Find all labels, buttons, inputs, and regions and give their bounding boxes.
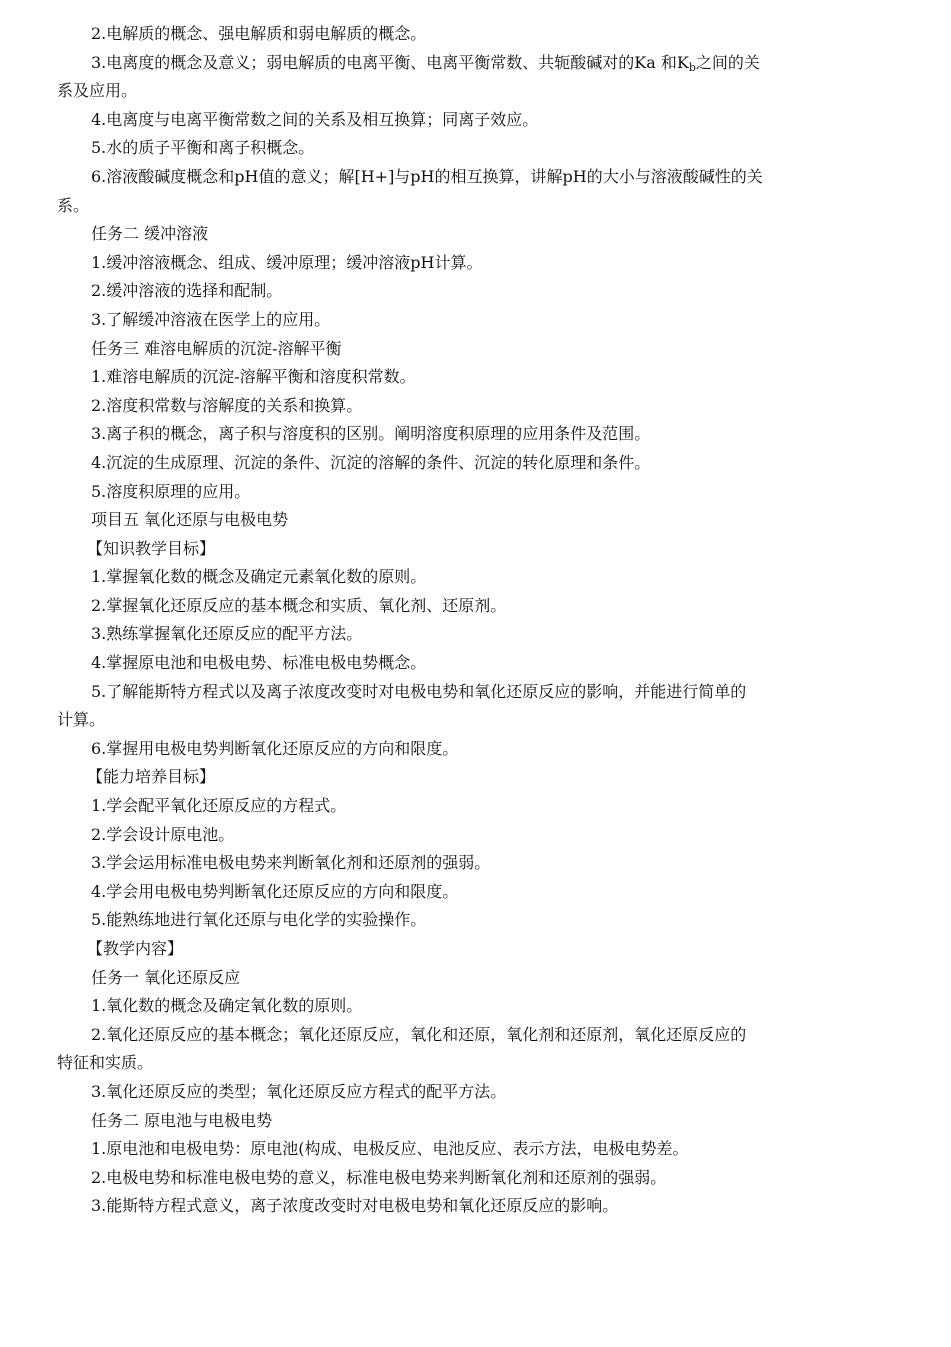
line-text: 6.溶液酸碱度概念和pH值的意义；解[H+]与pH的相互换算，讲解pH的大小与溶液酸碱性的关 [91,166,763,186]
line-text: 2.氧化还原反应的基本概念；氧化还原反应，氧化和还原，氧化剂和还原剂，氧化还原反应的 [91,1024,747,1044]
text-line [0,735,951,764]
line-text: 任务三 难溶电解质的沉淀-溶解平衡 [91,338,342,358]
section-heading [0,335,951,364]
text-line [0,992,951,1021]
line-text: 项目五 氧化还原与电极电势 [91,510,289,530]
line-text: 5.能熟练地进行氧化还原与电化学的实验操作。 [91,910,427,930]
text-line [0,277,951,306]
line-text: 5.水的质子平衡和离子积概念。 [91,138,315,158]
text-line [0,478,951,507]
line-text: 特征和实质。 [57,1053,154,1073]
section-heading [0,506,951,535]
line-text: 2.学会设计原电池。 [91,824,235,844]
line-text-after: 之间的关 [695,52,760,72]
text-line [0,878,951,907]
text-line [0,592,951,621]
document-body [0,20,951,1221]
text-line [0,1135,951,1164]
line-text: 5.了解能斯特方程式以及离子浓度改变时对电极电势和氧化还原反应的影响，并能进行简单的 [91,681,747,701]
text-line [0,1021,951,1050]
line-text: 1.难溶电解质的沉淀-溶解平衡和溶度积常数。 [91,367,416,387]
text-line [0,249,951,278]
text-line [0,77,951,106]
line-text: 任务二 原电池与电极电势 [91,1110,273,1130]
text-line [0,420,951,449]
text-line [0,134,951,163]
text-line [0,49,951,78]
section-heading [0,964,951,993]
text-line [0,792,951,821]
line-text: 【教学内容】 [87,939,184,958]
text-line [0,306,951,335]
text-line [0,20,951,49]
line-text: 【知识教学目标】 [87,538,216,558]
line-text: 1.学会配平氧化还原反应的方程式。 [91,796,347,816]
line-text: 3.电离度的概念及意义；弱电解质的电离平衡、电离平衡常数、共轭酸碱对的Ka 和K [91,52,689,72]
text-line [0,620,951,649]
line-text: 3.离子积的概念，离子积与溶度积的区别。阐明溶度积原理的应用条件及范围。 [91,424,651,444]
line-text: 4.学会用电极电势判断氧化还原反应的方向和限度。 [91,881,459,901]
line-text: 3.能斯特方程式意义，离子浓度改变时对电极电势和氧化还原反应的影响。 [91,1196,619,1216]
text-line [0,706,951,735]
text-line [0,192,951,221]
line-text: 2.电极电势和标准电极电势的意义，标准电极电势来判断氧化剂和还原剂的强弱。 [91,1167,667,1187]
section-heading [0,220,951,249]
line-text: 3.氧化还原反应的类型；氧化还原反应方程式的配平方法。 [91,1081,507,1101]
text-line [0,821,951,850]
subscript-text: b [688,60,696,74]
subsection-heading [0,935,951,964]
text-line [0,363,951,392]
line-text: 2.掌握氧化还原反应的基本概念和实质、氧化剂、还原剂。 [91,595,507,615]
line-text: 任务一 氧化还原反应 [91,967,241,987]
line-text: 1.缓冲溶液概念、组成、缓冲原理；缓冲溶液pH计算。 [91,252,483,272]
line-text: 6.掌握用电极电势判断氧化还原反应的方向和限度。 [91,738,459,758]
text-line [0,1049,951,1078]
line-text: 1.原电池和电极电势：原电池(构成、电极反应、电池反应、表示方法，电极电势差。 [91,1139,689,1159]
line-text: 3.学会运用标准电极电势来判断氧化剂和还原剂的强弱。 [91,853,491,873]
line-text: 5.溶度积原理的应用。 [91,481,251,501]
line-text: 任务二 缓冲溶液 [91,224,209,244]
line-text: 2.电解质的概念、强电解质和弱电解质的概念。 [91,24,427,43]
line-text: 1.氧化数的概念及确定氧化数的原则。 [91,996,363,1016]
text-line [0,449,951,478]
text-line [0,106,951,135]
subsection-heading [0,763,951,792]
text-line [0,906,951,935]
text-line [0,678,951,707]
subsection-heading [0,535,951,564]
section-heading [0,1107,951,1136]
text-line [0,163,951,192]
line-text: 1.掌握氧化数的概念及确定元素氧化数的原则。 [91,567,427,587]
line-text: 2.缓冲溶液的选择和配制。 [91,281,283,301]
line-text: 3.熟练掌握氧化还原反应的配平方法。 [91,624,363,644]
text-line [0,392,951,421]
text-line [0,1078,951,1107]
line-text: 2.溶度积常数与溶解度的关系和换算。 [91,395,363,415]
line-text: 系。 [57,195,90,215]
line-text: 4.沉淀的生成原理、沉淀的条件、沉淀的溶解的条件、沉淀的转化原理和条件。 [91,452,651,472]
line-text: 系及应用。 [57,81,138,101]
line-text: 【能力培养目标】 [87,767,216,787]
text-line [0,1164,951,1193]
line-text: 计算。 [57,710,106,730]
line-text: 3.了解缓冲溶液在医学上的应用。 [91,309,331,329]
text-line [0,649,951,678]
text-line [0,563,951,592]
text-line [0,849,951,878]
text-line [0,1192,951,1221]
line-text: 4.电离度与电离平衡常数之间的关系及相互换算；同离子效应。 [91,109,539,129]
line-text: 4.掌握原电池和电极电势、标准电极电势概念。 [91,653,427,673]
